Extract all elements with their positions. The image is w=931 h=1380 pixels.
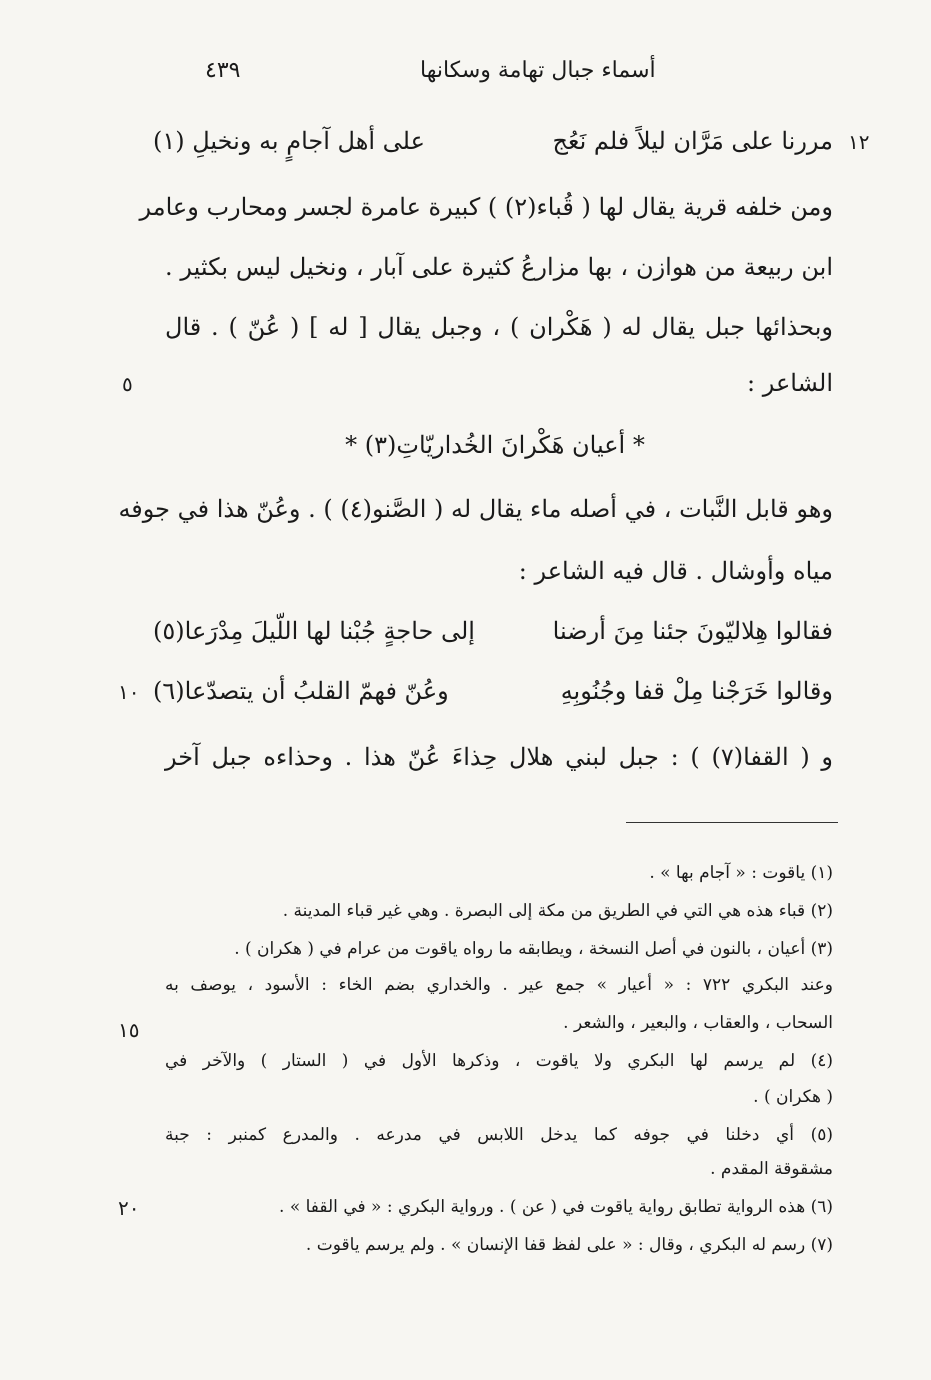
- body-line: مياه وأوشال . قال فيه الشاعر :: [518, 557, 833, 585]
- verse-second-hemistich: وعُنّ فهمّ القلبُ أن يتصدّعا(٦): [153, 677, 449, 705]
- centered-verse: * أعيان هَكْرانَ الخُداريّاتِ(٣) *: [345, 431, 645, 459]
- page-number: ٤٣٩: [205, 58, 241, 83]
- verse-first-hemistich: وقالوا خَرَجْنا مِلْ قفا وجُنُوبِهِ: [560, 677, 833, 705]
- footnote: (٤) لم يرسم لها البكري ولا ياقوت ، وذكرها الأول في ( الستار ) والآخر في: [165, 1051, 833, 1071]
- body-line: ومن خلفه قرية يقال لها ( قُباء(٢) ) كبيرة عامرة لجسر ومحارب وعامر: [139, 193, 833, 221]
- verse-second-hemistich: إلى حاجةٍ جُبْنا لها اللّيلَ مِدْرَعا(٥): [153, 617, 475, 645]
- footnote: (٢) قباء هذه هي التي في الطريق من مكة إلى البصرة . وهي غير قباء المدينة .: [282, 901, 833, 921]
- body-line: الشاعر :: [747, 369, 833, 397]
- line-number: ٢٠: [118, 1196, 140, 1220]
- verse-first-hemistich: فقالوا هِلاليّونَ جئنا مِنَ أرضنا: [552, 617, 833, 645]
- body-line: وبحذائها جبل يقال له ( هَكْران ) ، وجبل يقال [ له ] ( عُنّ ) . قال: [165, 313, 833, 341]
- footnote: وعند البكري ٧٢٢ : « أعيار » جمع عير . والخداري بضم الخاء : الأسود ، يوصف به: [165, 975, 834, 995]
- footnote: (٣) أعيان ، بالنون في أصل النسخة ، ويطابقه ما رواه ياقوت من عرام في ( هكران ) .: [234, 939, 833, 959]
- opening-verse: [153, 124, 833, 158]
- footnote: السحاب ، والعقاب ، والبعير ، والشعر .: [563, 1013, 833, 1033]
- running-title: أسماء جبال تهامة وسكانها: [420, 58, 656, 83]
- verse-second-hemistich: على أهل آجامٍ به ونخيلِ (١): [153, 127, 425, 155]
- footnote: مشقوقة المقدم .: [710, 1159, 833, 1179]
- footnote: (١) ياقوت : « آجام بها » .: [649, 863, 833, 883]
- verse-first-hemistich: مررنا على مَرَّان ليلاً فلم نَعُج: [552, 127, 833, 155]
- poem-verse: [153, 674, 833, 708]
- footnote-divider: [626, 822, 838, 823]
- line-number: ١٥: [118, 1018, 140, 1042]
- footnote: (٥) أي دخلنا في جوفه كما يدخل اللابس في مدرعه . والمدرع كمنبر : جبة: [165, 1125, 833, 1145]
- body-line: ابن ربيعة من هوازن ، بها مزارعُ كثيرة على آبار ، ونخيل ليس بكثير .: [165, 253, 833, 281]
- footnote: (٦) هذه الرواية تطابق رواية ياقوت في ( عن ) . ورواية البكري : « في القفا » .: [279, 1197, 833, 1217]
- line-number: ١٠: [118, 680, 140, 704]
- footnote: (٧) رسم له البكري ، وقال : « على لفظ قفا الإنسان » . ولم يرسم ياقوت .: [305, 1235, 833, 1255]
- footnote: ( هكران ) .: [753, 1087, 833, 1107]
- poem-verse: [153, 614, 833, 648]
- body-line: وهو قابل النَّبات ، في أصله ماء يقال له ( الصَّنو(٤) ) . وعُنّ هذا في جوفه: [118, 495, 833, 523]
- body-line: و ( القفا(٧) ) : جبل لبني هلال حِذاءَ عُنّ هذا . وحذاءه جبل آخر: [165, 743, 834, 771]
- line-number: ١٢: [848, 130, 870, 154]
- line-number: ٥: [122, 372, 133, 396]
